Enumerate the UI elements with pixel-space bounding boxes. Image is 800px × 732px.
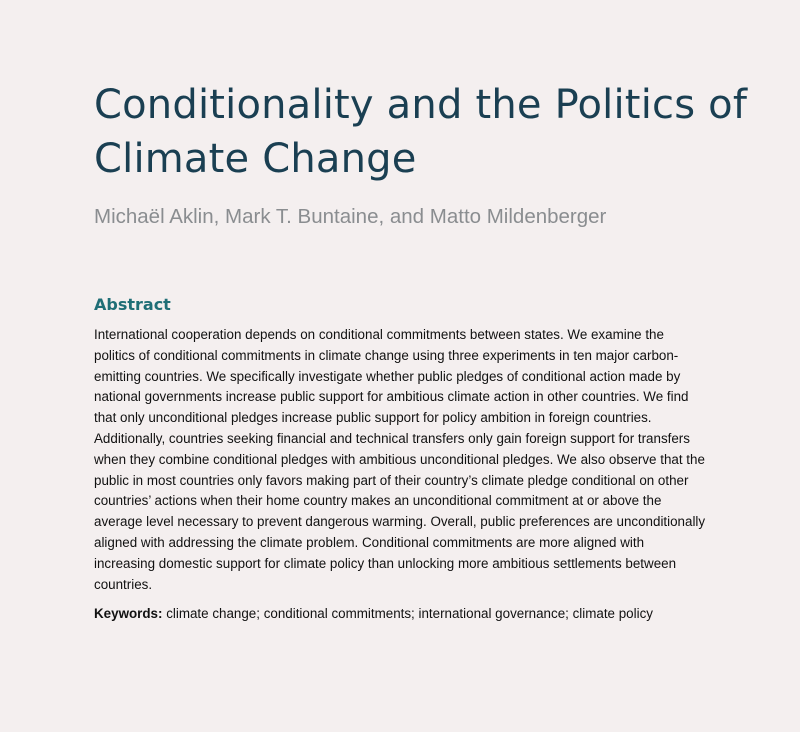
paper-title: Conditionality and the Politics of Climate Change bbox=[94, 82, 748, 182]
paper-authors: Michaël Aklin, Mark T. Buntaine, and Matto Mildenberger bbox=[94, 205, 607, 228]
keywords-line bbox=[94, 604, 714, 625]
keywords-label: Keywords: bbox=[94, 606, 163, 621]
abstract-heading: Abstract bbox=[94, 295, 171, 314]
keywords-text: climate change; conditional commitments; international governance; climate policy bbox=[162, 606, 653, 621]
abstract-text: International cooperation depends on conditional commitments between states. We examine the politics of conditional commitments in climate change using three experiments in ten major carbon-emitting countries. We specifically investigate whether public pledges of conditional action made by national governments increase public support for ambitious climate action in other countries. We find that only unconditional pledges increase public support for policy ambition in foreign countries. Additionally, countries seeking financial and technical transfers only gain foreign support for transfers when they combine conditional pledges with ambitious unconditional pledges. We also observe that the public in most countries only favors making part of their country’s climate pledge conditional on other countries’ actions when their home country makes an unconditional commitment at or above the average level necessary to prevent dangerous warming. Overall, public preferences are unconditionally aligned with addressing the climate problem. Conditional commitments are more aligned with increasing domestic support for climate policy than unlocking more ambitious settlements between countries. bbox=[94, 327, 706, 592]
